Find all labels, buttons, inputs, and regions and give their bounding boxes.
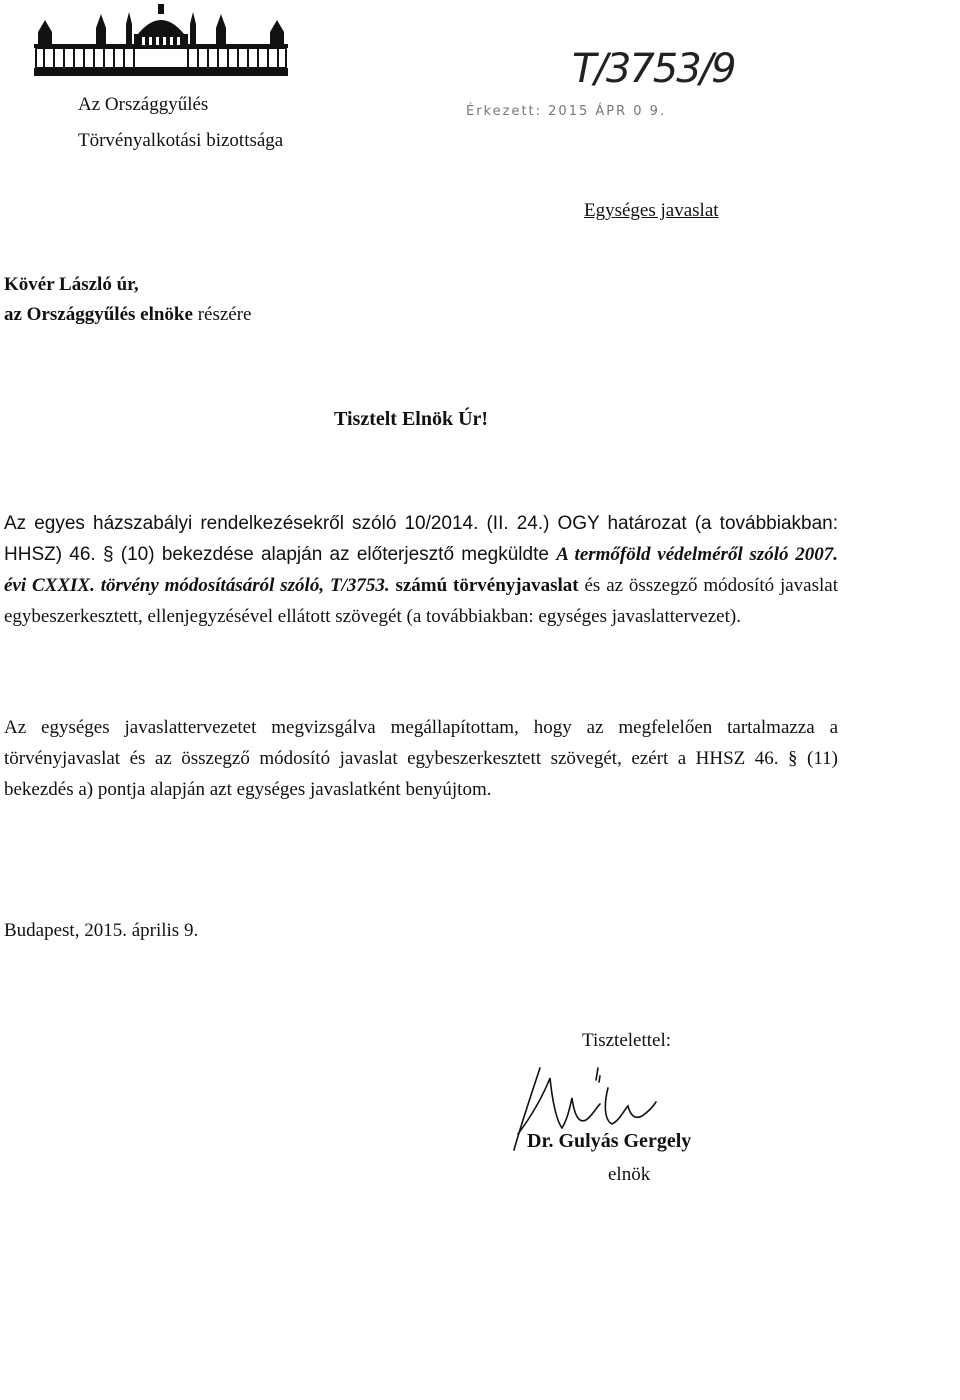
document-title: Egységes javaslat bbox=[584, 200, 719, 221]
paragraph-2 bbox=[4, 712, 838, 805]
registration-number: T/3753/9 bbox=[572, 46, 735, 92]
paragraph-1 bbox=[4, 508, 838, 632]
addressee-title bbox=[4, 302, 251, 328]
paragraph-2-text: Az egységes javaslattervezetet megvizsgálva megállapítottam, hogy az megfelelően tartalmazza a törvényjavaslat és az összegző módosító javaslat egybeszerkesztett szövegét, ezért a HHSZ 46. § (11) bekezdés a) pontja alapján azt egységes javaslatként benyújtom. bbox=[4, 717, 838, 800]
paragraph-1-rest: és az összegző módosító javaslat egybeszerkesztett, ellenjegyzésével ellátott szövegét (a továbbiakban: egységes javaslattervezet). bbox=[4, 575, 838, 627]
issuer-name: Az Országgyűlés bbox=[78, 94, 209, 115]
addressee-title-main: az Országgyűlés elnöke bbox=[4, 304, 193, 325]
bill-type: számú törvényjavaslat bbox=[389, 575, 579, 596]
closing: Tisztelettel: bbox=[582, 1030, 672, 1051]
bill-title: A termőföld védelméről szóló 2007. évi CXXIX. törvény módosításáról szóló, T/3753. bbox=[4, 544, 838, 596]
paragraph-1-intro: Az egyes házszabályi rendelkezésekről szóló 10/2014. (II. 24.) OGY határozat (a továbbiakban: HHSZ) 46. § (10) bekezdése alapján az előterjesztő megküldte bbox=[4, 513, 838, 565]
addressee-name: Kövér László úr, bbox=[4, 274, 139, 295]
place-date: Budapest, 2015. április 9. bbox=[4, 920, 199, 941]
received-stamp: Érkezett: 2015 ÁPR 0 9. bbox=[466, 104, 667, 119]
signer-title: elnök bbox=[608, 1164, 651, 1185]
parliament-building-logo bbox=[34, 4, 288, 80]
signer-name: Dr. Gulyás Gergely bbox=[527, 1130, 692, 1152]
addressee-title-suffix: részére bbox=[192, 304, 252, 325]
committee-name: Törvényalkotási bizottsága bbox=[78, 130, 284, 151]
salutation: Tisztelt Elnök Úr! bbox=[334, 408, 489, 430]
